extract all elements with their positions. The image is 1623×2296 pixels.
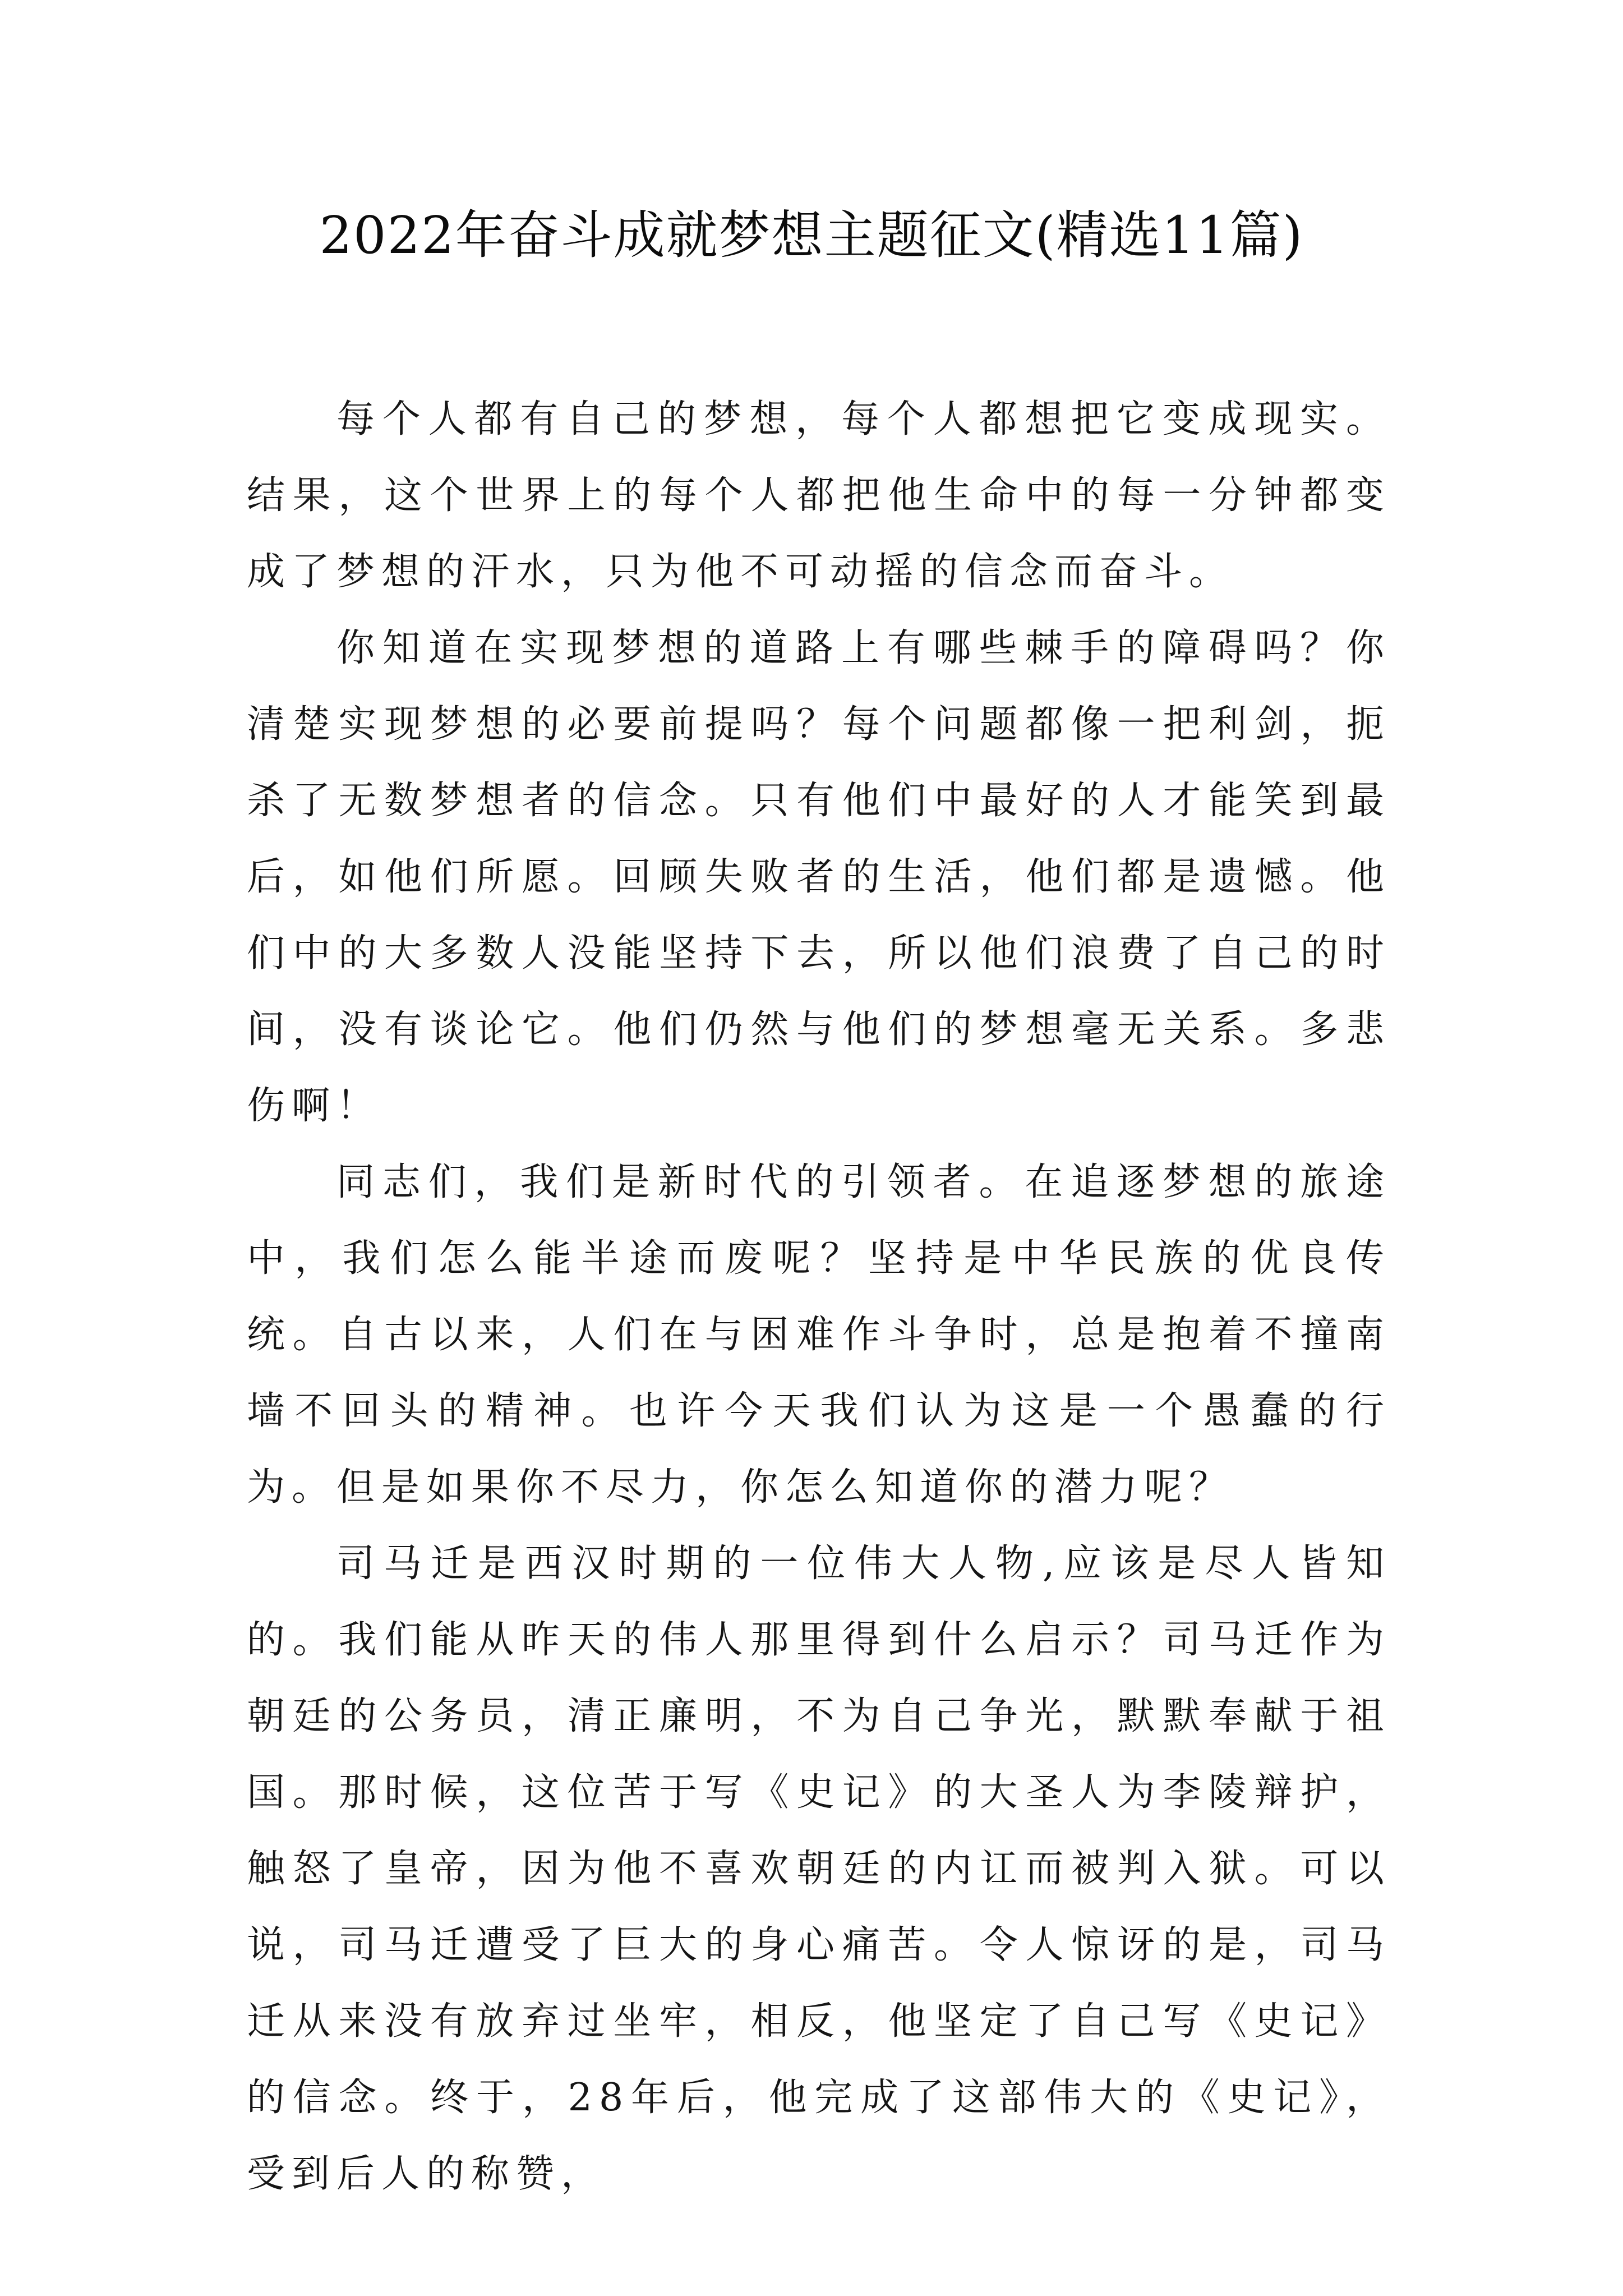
paragraph: 同志们，我们是新时代的引领者。在追逐梦想的旅途中，我们怎么能半途而废呢？坚持是中华民族的优良传统。自古以来，人们在与困难作斗争时，总是抱着不撞南墙不回头的精神。也许今天我们认为这是一个愚蠢的行为。但是如果你不尽力，你怎么知道你的潜力呢？ xyxy=(247,1160,1391,1510)
paragraph: 每个人都有自己的梦想，每个人都想把它变成现实。结果，这个世界上的每个人都把他生命中的每一分钟都变成了梦想的汗水，只为他不可动摇的信念而奋斗。 xyxy=(247,397,1391,594)
document-title: 2022年奋斗成就梦想主题征文(精选11篇) xyxy=(319,205,1304,265)
document-body xyxy=(247,381,1391,2212)
paragraph: 司马迁是西汉时期的一位伟大人物,应该是尽人皆知的。我们能从昨天的伟人那里得到什么启示？司马迁作为朝廷的公务员，清正廉明，不为自己争光，默默奉献于祖国。那时候，这位苦于写《史记》的大圣人为李陵辩护，触怒了皇帝，因为他不喜欢朝廷的内讧而被判入狱。可以说，司马迁遭受了巨大的身心痛苦。令人惊讶的是，司马迁从来没有放弃过坐牢，相反，他坚定了自己写《史记》的信念。终于，28年后，他完成了这部伟大的《史记》，受到后人的称赞， xyxy=(247,1542,1391,2196)
paragraph: 你知道在实现梦想的道路上有哪些棘手的障碍吗？你清楚实现梦想的必要前提吗？每个问题都像一把利剑，扼杀了无数梦想者的信念。只有他们中最好的人才能笑到最后，如他们所愿。回顾失败者的生活，他们都是遗憾。他们中的大多数人没能坚持下去，所以他们浪费了自己的时间，没有谈论它。他们仍然与他们的梦想毫无关系。多悲伤啊！ xyxy=(247,626,1391,1128)
